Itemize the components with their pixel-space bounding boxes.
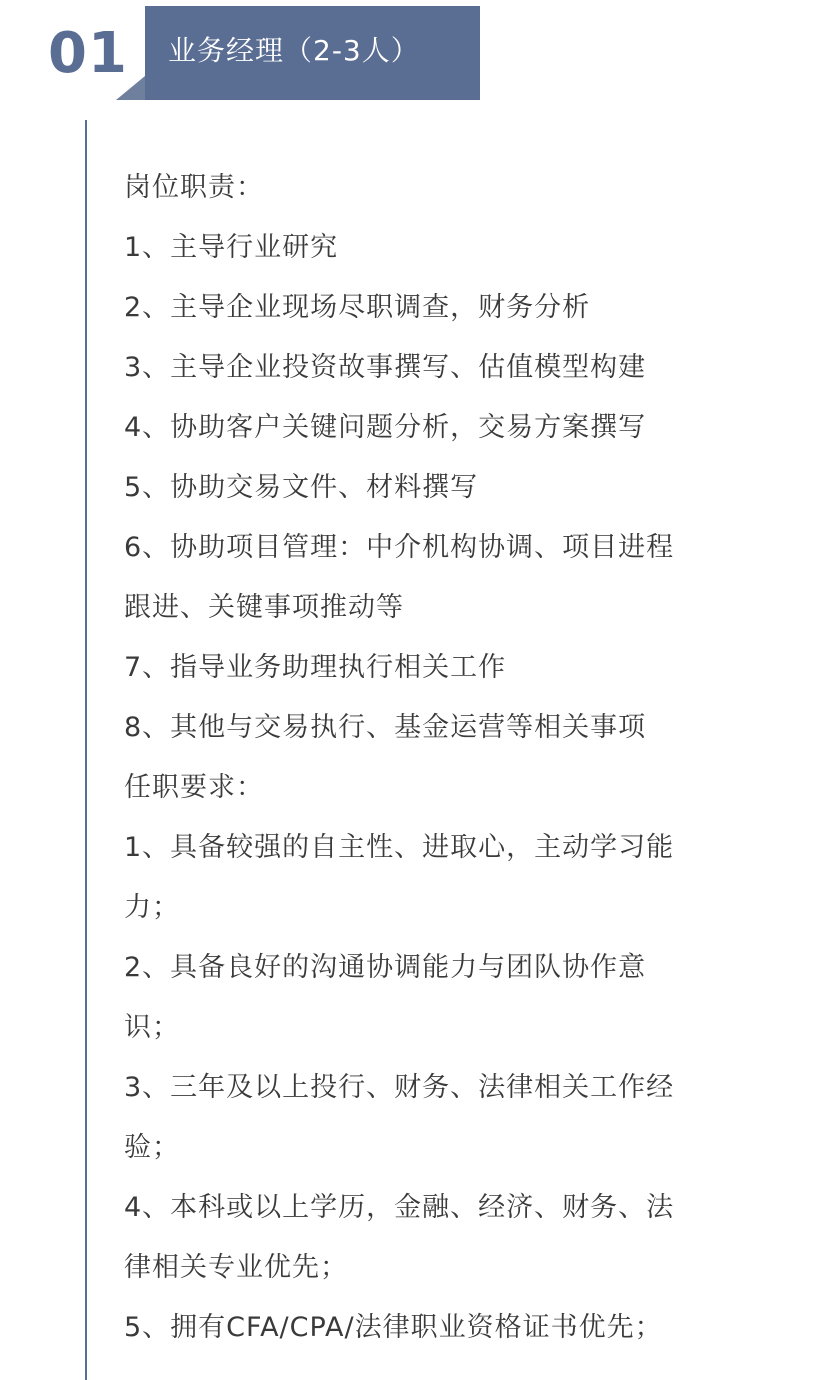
title-banner <box>145 6 480 100</box>
section-title: 业务经理（2-3人） <box>168 34 420 67</box>
text-line: 跟进、关键事项推动等 <box>124 592 404 623</box>
text-line: 律相关专业优先； <box>124 1252 348 1283</box>
text-line: 7、指导业务助理执行相关工作 <box>124 652 507 683</box>
vertical-rule <box>85 120 87 1380</box>
text-line: 5、协助交易文件、材料撰写 <box>124 472 479 503</box>
text-line: 2、主导企业现场尽职调查，财务分析 <box>124 292 591 323</box>
text-line: 岗位职责： <box>124 172 264 203</box>
section-number: 01 <box>48 21 128 86</box>
content-body <box>124 158 764 1358</box>
text-line: 6、协助项目管理：中介机构协调、项目进程 <box>124 532 675 563</box>
text-line: 任职要求： <box>124 772 264 803</box>
text-line: 3、三年及以上投行、财务、法律相关工作经 <box>124 1072 675 1103</box>
text-line: 识； <box>124 1012 180 1043</box>
text-line: 5、拥有CFA/CPA/法律职业资格证书优先； <box>124 1312 663 1343</box>
text-line: 3、主导企业投资故事撰写、估值模型构建 <box>124 352 647 383</box>
text-line: 力； <box>124 892 180 923</box>
text-line: 1、主导行业研究 <box>124 232 339 263</box>
text-line: 1、具备较强的自主性、进取心，主动学习能 <box>124 832 675 863</box>
text-line: 验； <box>124 1132 180 1163</box>
text-line: 4、协助客户关键问题分析，交易方案撰写 <box>124 412 647 443</box>
text-line: 4、本科或以上学历，金融、经济、财务、法 <box>124 1192 675 1223</box>
text-line: 2、具备良好的沟通协调能力与团队协作意 <box>124 952 647 983</box>
text-line: 8、其他与交易执行、基金运营等相关事项 <box>124 712 647 743</box>
